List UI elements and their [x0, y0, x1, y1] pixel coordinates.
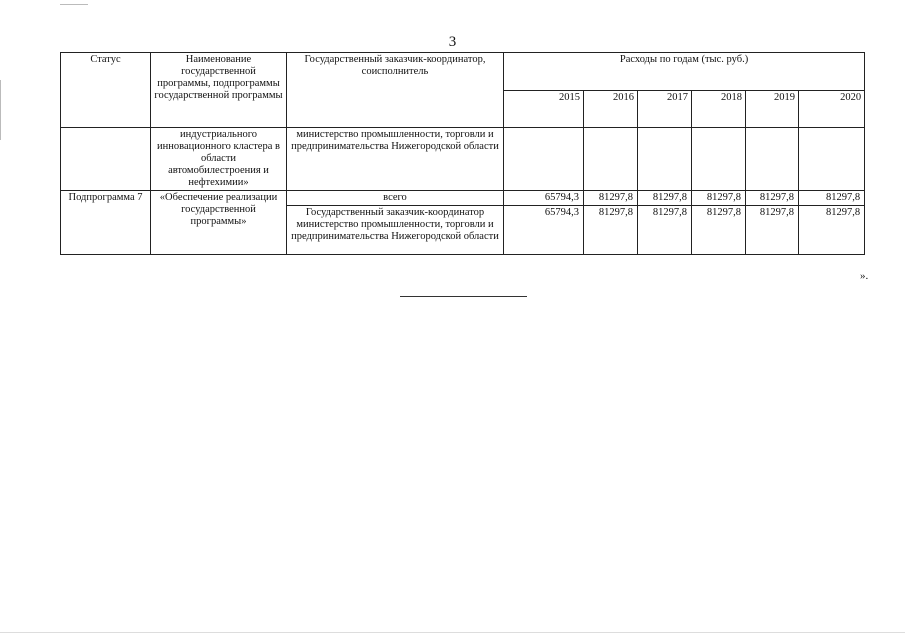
total-label: всего [287, 191, 504, 206]
header-status: Статус [61, 53, 151, 128]
header-year: 2020 [799, 90, 865, 128]
footer-rule [400, 296, 527, 297]
page-number: 3 [448, 34, 457, 50]
value-cell: 81297,8 [746, 206, 799, 255]
value-cell: 81297,8 [692, 206, 746, 255]
subprogram-name: «Обеспечение реализации государственной программы» [151, 191, 287, 255]
continuation-customer: министерство промышленности, торговли и предпринимательства Нижегородской области [287, 128, 504, 191]
subprogram-status: Подпрограмма 7 [61, 191, 151, 255]
header-year: 2019 [746, 90, 799, 128]
empty-cell [504, 128, 584, 191]
value-cell: 81297,8 [584, 206, 638, 255]
scan-mark [60, 4, 88, 5]
value-cell: 65794,3 [504, 191, 584, 206]
header-year: 2015 [504, 90, 584, 128]
header-expenses: Расходы по годам (тыс. руб.) [504, 53, 865, 91]
header-program-name: Наименование государственной программы, подпрограммы государственной программы [151, 53, 287, 128]
subprogram-total-row [61, 191, 865, 206]
value-cell: 65794,3 [504, 206, 584, 255]
value-cell: 81297,8 [746, 191, 799, 206]
scan-mark [0, 632, 905, 633]
customer-cell: Государственный заказчик-координатор министерство промышленности, торговли и предпринимательства Нижегородской области [287, 206, 504, 255]
continuation-program-name: индустриального инновационного кластера в области автомобилестроения и нефтехимии» [151, 128, 287, 191]
header-year: 2018 [692, 90, 746, 128]
continuation-row [61, 128, 865, 191]
scan-mark [0, 80, 1, 140]
header-customer: Государственный заказчик-координатор, соисполнитель [287, 53, 504, 128]
empty-cell [692, 128, 746, 191]
empty-cell [638, 128, 692, 191]
expenses-table [60, 52, 865, 255]
continuation-status [61, 128, 151, 191]
value-cell: 81297,8 [584, 191, 638, 206]
value-cell: 81297,8 [638, 191, 692, 206]
value-cell: 81297,8 [638, 206, 692, 255]
value-cell: 81297,8 [692, 191, 746, 206]
empty-cell [584, 128, 638, 191]
empty-cell [799, 128, 865, 191]
closing-quote: ». [860, 270, 869, 282]
header-year: 2017 [638, 90, 692, 128]
header-year: 2016 [584, 90, 638, 128]
header-row [61, 53, 865, 91]
empty-cell [746, 128, 799, 191]
value-cell: 81297,8 [799, 191, 865, 206]
value-cell: 81297,8 [799, 206, 865, 255]
